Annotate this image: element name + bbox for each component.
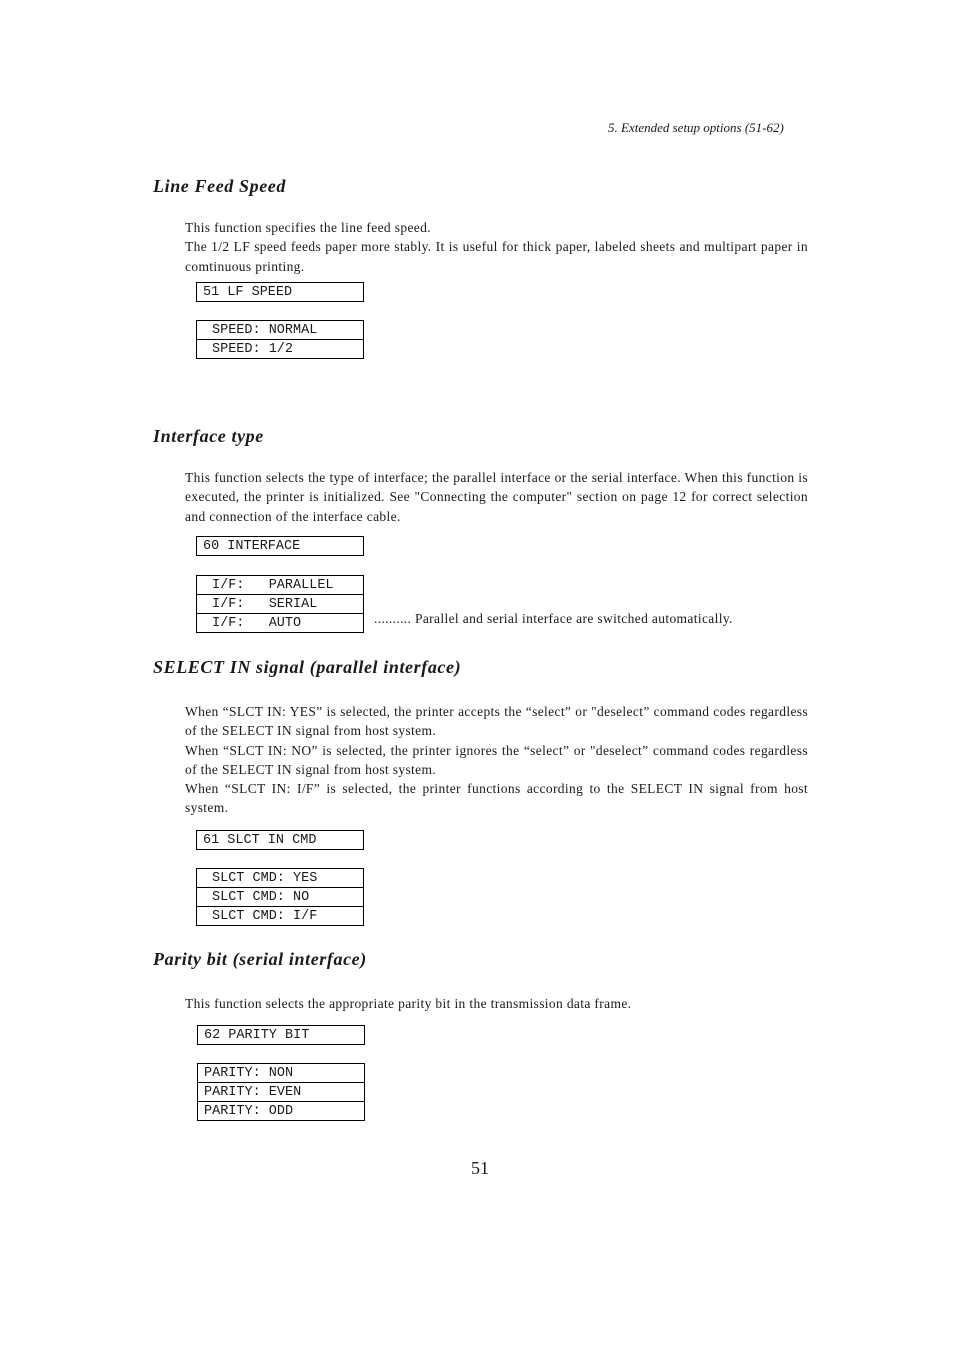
interface-option-auto: I/F: AUTO: [197, 613, 363, 632]
interface-auto-note: .......... Parallel and serial interface are switched automatically.: [374, 611, 733, 626]
running-header: 5. Extended setup options (51-62): [608, 120, 784, 135]
heading-parity-bit: Parity bit (serial interface): [153, 949, 367, 969]
heading-select-in-signal: SELECT IN signal (parallel interface): [153, 657, 462, 677]
select-in-paragraph-2: When “SLCT IN: NO” is selected, the printer ignores the “select” or "deselect” command codes regardless of the SELECT IN signal from host system.: [185, 742, 808, 777]
parity-menu-display: [197, 1025, 365, 1045]
parity-menu-label: 62 PARITY BIT: [204, 1028, 310, 1043]
lf-speed-paragraph-2: The 1/2 LF speed feeds paper more stably. It is useful for thick paper, labeled sheets and multipart paper in comtinuous printing.: [185, 239, 808, 274]
lf-speed-menu-display: [196, 282, 364, 302]
interface-menu-display: [196, 536, 364, 556]
select-in-option-yes: SLCT CMD: YES: [212, 871, 318, 886]
parity-options-display: [197, 1063, 365, 1121]
interface-menu-label: 60 INTERFACE: [203, 539, 301, 554]
lf-speed-option-half: SPEED: 1/2: [197, 339, 363, 358]
select-in-paragraph-3: When “SLCT IN: I/F” is selected, the printer functions according to the SELECT IN signal from host system.: [185, 781, 808, 816]
interface-description: [185, 468, 808, 526]
interface-paragraph-1: This function selects the type of interface; the parallel interface or the serial interface. When this function is executed, the printer is initialized. See "Connecting the computer" section on page 12 for correct selection and connection of the interface cable.: [185, 470, 808, 524]
lf-speed-option-normal: SPEED: NORMAL: [212, 323, 318, 338]
lf-speed-options-display: [196, 320, 364, 359]
parity-description: [185, 994, 808, 1013]
parity-option-odd: PARITY: ODD: [198, 1101, 364, 1120]
select-in-menu-label: 61 SLCT IN CMD: [203, 833, 317, 848]
interface-option-serial: I/F: SERIAL: [197, 594, 363, 613]
select-in-description: [185, 702, 808, 818]
select-in-option-no: SLCT CMD: NO: [197, 887, 363, 906]
select-in-menu-display: [196, 830, 364, 850]
heading-line-feed-speed: Line Feed Speed: [153, 176, 286, 196]
parity-paragraph-1: This function selects the appropriate parity bit in the transmission data frame.: [185, 996, 632, 1011]
interface-options-display: [196, 575, 364, 633]
lf-speed-description: [185, 218, 808, 276]
interface-option-parallel: I/F: PARALLEL: [212, 578, 334, 593]
parity-option-even: PARITY: EVEN: [198, 1082, 364, 1101]
select-in-option-if: SLCT CMD: I/F: [197, 906, 363, 925]
select-in-options-display: [196, 868, 364, 926]
parity-option-non: PARITY: NON: [204, 1066, 294, 1081]
heading-interface-type: Interface type: [153, 426, 264, 446]
page-number: 51: [471, 1158, 489, 1178]
lf-speed-paragraph-1: This function specifies the line feed speed.: [185, 220, 431, 235]
select-in-paragraph-1: When “SLCT IN: YES” is selected, the printer accepts the “select” or "deselect” command codes regardless of the SELECT IN signal from host system.: [185, 704, 808, 739]
lf-speed-menu-label: 51 LF SPEED: [203, 285, 293, 300]
